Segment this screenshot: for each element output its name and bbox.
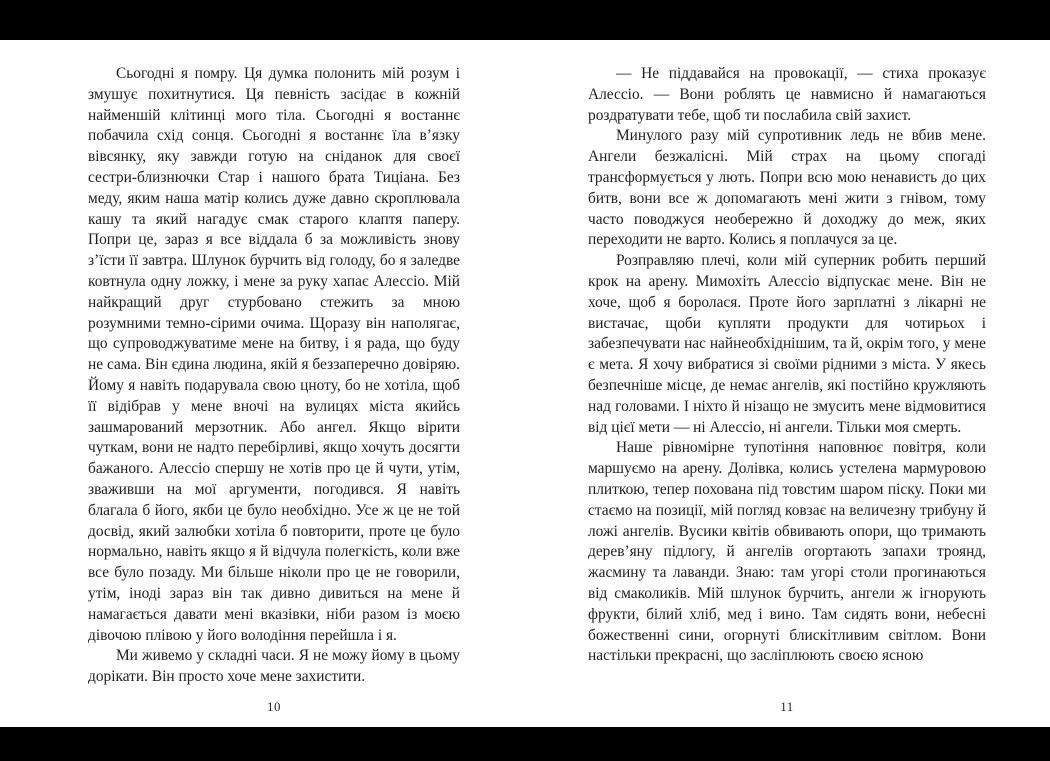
paragraph: Сьогодні я помру. Ця думка полонить мій розум і змушує похитнутися. Ця певність засідає в кожній найменшій клітинці мого тіла. Сьогодні я востаннє побачила схід сонця. Сьогодні я востаннє їла в’язку вівсянку, яку завжди готую на сніданок для своєї сестри-близнючки Стар і нашого брата Тиціана. Без меду, яким наша матір колись дуже давно скроплювала кашу та який нагадує смак старого клаптя паперу. Попри це, зараз я все віддала б за можливість знову з’їсти її завтра. Шлунок бурчить від голоду, бо я заледве ковтнула одну ложку, і мене за руку хапає Алессіо. Мій найкращий друг стурбовано стежить за мною розумними темно-сірими очима. Щоразу він наполягає, що супроводжуватиме мене на битву, і я рада, що буду не сама. Він єдина людина, якій я беззаперечно довіряю. Йому я навіть подарувала свою цноту, бо не хотіла, щоб її відібрав у мене вночі на вулицях міста якийсь зашмарований мерзотник. Або ангел. Якщо вірити чуткам, вони не надто перебірливі, якщо хочуть досягти бажаного. Алессіо спершу не хотів про це й чути, утім, зваживши на мої аргументи, погодився. Я навіть благала б його, якби це було необхідно. Усе ж це не той досвід, який залюбки хотіла б повторити, проте це було нормально, навіть якщо я й відчула полегкість, коли вже все було позаду. Ми більше ніколи про це не говорили, утім, іноді зараз він так дивно дивиться на мене й намагається давати мені вказівки, ніби разом із моєю дівочою плівою у його володіння перейшла і я. (88, 65, 460, 644)
paragraph: Минулого разу мій супротивник ледь не вбив мене. Ангели безжалісні. Мій страх на цьому спогаді трансформується у лють. Попри всю мою ненависть до цих битв, вони все ж допомагають мені жити з гнівом, тому часто поводжуся необережно й доходжу до меж, яких переходити не варто. Колись я поплачуся за це. (588, 127, 986, 249)
bottom-letterbox-bar (0, 727, 1050, 761)
paragraph: Розправляю плечі, коли мій суперник робить перший крок на арену. Мимохіть Алессіо відпускає мене. Він не хоче, щоб я боролася. Проте його зарплатні з лікарні не вистачає, щоби купляти продукти для чотирьох і забезпечувати нас найнеобхіднішим, та й, окрім того, у мене є мета. Я хочу вибратися зі своїми рідними з міста. У якесь безпечніше місце, де немає ангелів, які постійно кружляють над головами. І ніхто й нізащо не змусить мене відмовитися від цієї мети — ні Алессіо, ні ангели. Тільки моя смерть. (588, 252, 986, 436)
left-page-text (88, 64, 460, 688)
paragraph: Ми живемо у складні часи. Я не можу йому в цьому дорікати. Він просто хоче мене захистити. (88, 647, 460, 686)
right-page (588, 40, 986, 727)
left-page-number: 10 (267, 699, 281, 714)
book-spread (0, 40, 1050, 727)
right-page-number: 11 (780, 699, 794, 714)
paragraph: — Не піддавайся на провокації, — стиха проказує Алессіо. — Вони роблять це навмисно й намагаються роздратувати тебе, щоб ти послабила свій захист. (588, 65, 986, 124)
paragraph: Наше рівномірне тупотіння наповнює повітря, коли маршуємо на арену. Долівка, колись устелена мармуровою плиткою, тепер похована під товстим шаром піску. Поки ми стаємо на позиції, мій погляд ковзає на величезну трибуну й ложі ангелів. Вусики квітів обвивають опори, що тримають дерев’яну підлогу, й ангелів огортають запахи троянд, жасмину та лаванди. Знаю: там угорі столи прогинаються від смаколиків. Мій шлунок бурчить, ангели ж ігнорують фрукти, білий хліб, мед і вино. Там сидять вони, небесні божественні сини, огорнуті блискітливим світлом. Вони настільки прекрасні, що засліплюють своєю ясною (588, 439, 986, 665)
right-page-text (588, 64, 986, 667)
left-page (88, 40, 460, 727)
top-letterbox-bar (0, 0, 1050, 40)
